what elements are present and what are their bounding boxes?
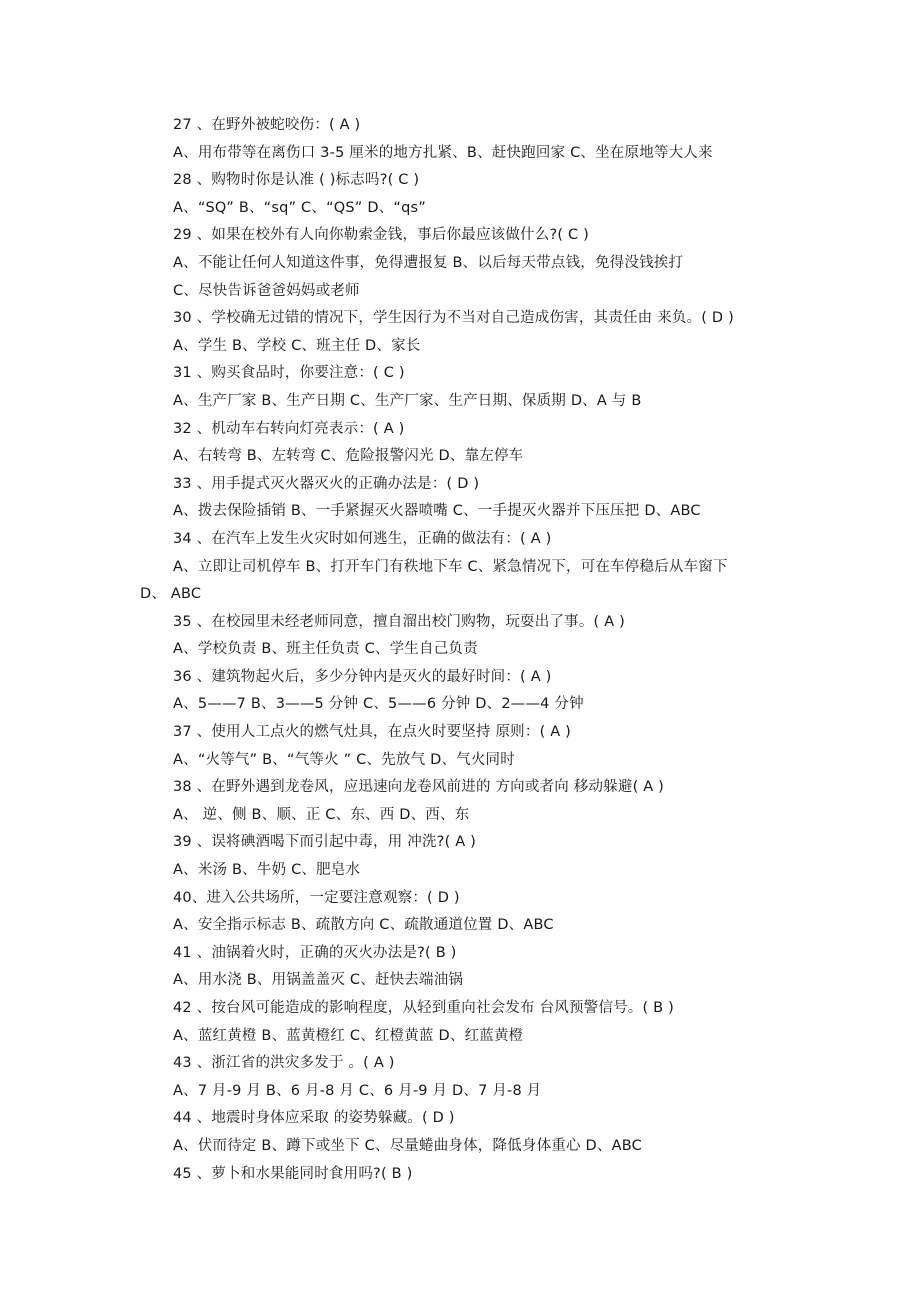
text-line: 38 、在野外遇到龙卷风，应迅速向龙卷风前进的 方向或者向 移动躲避( A ): [173, 779, 665, 796]
text-line: 28 、购物时你是认准 ( )标志吗?( C ): [173, 172, 420, 189]
text-line: 30 、学校确无过错的情况下，学生因行为不当对自己造成伤害，其责任由 来负。( D ): [173, 310, 734, 327]
text-line: 45 、萝卜和水果能同时食用吗?( B ): [173, 1165, 413, 1182]
text-line: 27 、在野外被蛇咬伤：( A ): [173, 117, 361, 133]
text-line: 41 、油锅着火时，正确的灭火办法是?( B ): [173, 944, 457, 961]
text-line: 34 、在汽车上发生火灾时如何逃生，正确的做法有：( A ): [173, 530, 552, 547]
text-line: A、安全指示标志 B、疏散方向 C、疏散通道位置 D、ABC: [173, 917, 554, 934]
text-line: A、学校负责 B、班主任负责 C、学生自己负责: [173, 641, 478, 658]
text-line: 33 、用手提式灭火器灭火的正确办法是：( D ): [173, 475, 480, 492]
text-line: A、米汤 B、牛奶 C、肥皂水: [173, 862, 361, 879]
text-line: A、伏而待定 B、蹲下或坐下 C、尽量蜷曲身体，降低身体重心 D、ABC: [173, 1137, 642, 1154]
text-line: 42 、按台风可能造成的影响程度，从轻到重向社会发布 台风预警信号。( B ): [173, 1000, 674, 1016]
text-line: 29 、如果在校外有人向你勒索金钱，事后你最应该做什么?( C ): [173, 227, 590, 244]
text-line: A、立即让司机停车 B、打开车门有秩地下车 C、紧急情况下，可在车停稳后从车窗下: [173, 558, 728, 575]
text-line: A、“火等气” B、“气等火 ” C、先放气 D、气火同时: [173, 751, 515, 768]
text-line: A、5——7 B、3——5 分钟 C、5——6 分钟 D、2——4 分钟: [173, 696, 584, 713]
text-line: A、不能让任何人知道这件事，免得遭报复 B、以后每天带点钱，免得没钱挨打: [173, 254, 684, 271]
text-line: 37 、使用人工点火的燃气灶具，在点火时要坚持 原则：( A ): [173, 724, 572, 741]
text-line: 31 、购买食品时，你要注意：( C ): [173, 365, 405, 382]
text-line: 43 、浙江省的洪灾多发于 。( A ): [173, 1055, 395, 1072]
text-line: 44 、地震时身体应采取 的姿势躲藏。( D ): [173, 1110, 455, 1127]
text-line: 35 、在校园里未经老师同意，擅自溜出校门购物，玩耍出了事。( A ): [173, 613, 626, 630]
text-line: 40、进入公共场所，一定要注意观察：( D ): [173, 889, 460, 906]
text-line: D、 ABC: [140, 586, 202, 603]
text-line: A、7 月-9 月 B、6 月-8 月 C、6 月-9 月 D、7 月-8 月: [173, 1082, 542, 1099]
question-list: [0, 112, 920, 1188]
text-line: A、右转弯 B、左转弯 C、危险报警闪光 D、靠左停车: [173, 448, 524, 465]
text-line: 36 、建筑物起火后，多少分钟内是灭火的最好时间：( A ): [173, 668, 552, 685]
text-line: A、 逆、侧 B、顺、正 C、东、西 D、西、东: [173, 806, 470, 823]
text-line: A、蓝红黄橙 B、蓝黄橙红 C、红橙黄蓝 D、红蓝黄橙: [173, 1027, 524, 1044]
text-line: A、用水浇 B、用锅盖盖灭 C、赶快去端油锅: [173, 972, 464, 989]
text-line: C、尽快告诉爸爸妈妈或老师: [173, 282, 360, 299]
text-line: A、学生 B、学校 C、班主任 D、家长: [173, 337, 421, 354]
text-line: A、用布带等在离伤口 3-5 厘米的地方扎紧、B、赶快跑回家 C、坐在原地等大人来: [173, 144, 713, 161]
text-line: A、生产厂家 B、生产日期 C、生产厂家、生产日期、保质期 D、A 与 B: [173, 392, 642, 409]
text-line: 39 、误将碘酒喝下而引起中毒，用 冲洗?( A ): [173, 834, 477, 851]
text-line: A、拨去保险插销 B、一手紧握灭火器喷嘴 C、一手提灭火器并下压压把 D、ABC: [173, 503, 701, 520]
text-line: 32 、机动车右转向灯亮表示：( A ): [173, 420, 405, 437]
text-line: A、“SQ” B、“sq” C、“QS” D、“qs”: [173, 199, 426, 216]
